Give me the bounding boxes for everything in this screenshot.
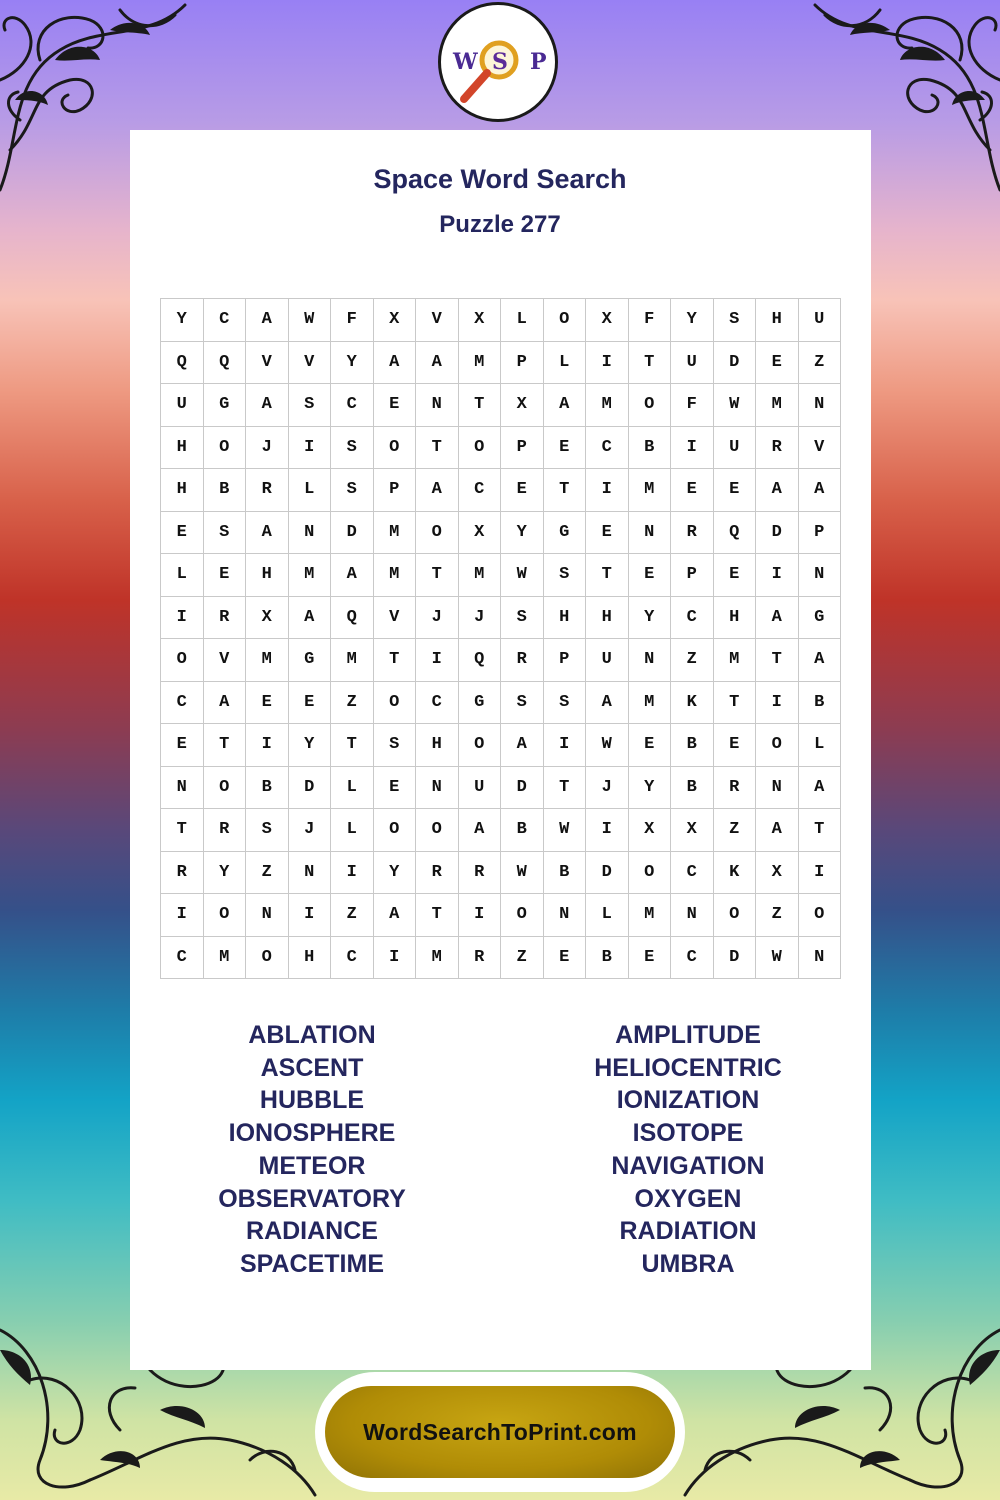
grid-cell: E [501, 469, 544, 512]
grid-cell: W [544, 809, 587, 852]
grid-cell: A [544, 384, 587, 427]
grid-cell: I [586, 809, 629, 852]
grid-cell: S [544, 554, 587, 597]
grid-cell: C [586, 427, 629, 470]
grid-cell: Y [629, 767, 672, 810]
logo-letter-s: S [492, 49, 508, 75]
grid-cell: G [799, 597, 842, 640]
grid-cell: C [671, 597, 714, 640]
grid-cell: P [501, 342, 544, 385]
grid-cell: E [714, 554, 757, 597]
grid-cell: L [799, 724, 842, 767]
letter-grid [160, 298, 841, 979]
grid-cell: C [671, 852, 714, 895]
grid-cell: Q [204, 342, 247, 385]
grid-cell: S [331, 427, 374, 470]
grid-cell: O [416, 512, 459, 555]
grid-cell: R [204, 809, 247, 852]
grid-cell: W [714, 384, 757, 427]
grid-cell: Z [799, 342, 842, 385]
grid-cell: J [586, 767, 629, 810]
grid-cell: I [586, 469, 629, 512]
grid-cell: D [289, 767, 332, 810]
grid-cell: I [459, 894, 502, 937]
grid-cell: T [416, 554, 459, 597]
grid-cell: J [459, 597, 502, 640]
grid-cell: A [416, 342, 459, 385]
grid-cell: I [799, 852, 842, 895]
grid-cell: S [289, 384, 332, 427]
grid-cell: O [204, 894, 247, 937]
grid-cell: M [289, 554, 332, 597]
word-list-item: SPACETIME [240, 1249, 384, 1278]
grid-cell: Z [331, 682, 374, 725]
grid-cell: N [756, 767, 799, 810]
grid-cell: E [161, 512, 204, 555]
grid-cell: G [289, 639, 332, 682]
grid-cell: X [459, 299, 502, 342]
grid-cell: D [714, 342, 757, 385]
grid-cell: N [416, 384, 459, 427]
grid-cell: R [459, 852, 502, 895]
grid-cell: M [459, 342, 502, 385]
grid-cell: I [671, 427, 714, 470]
grid-cell: K [671, 682, 714, 725]
grid-cell: E [586, 512, 629, 555]
grid-cell: A [756, 809, 799, 852]
grid-cell: T [714, 682, 757, 725]
grid-cell: E [714, 469, 757, 512]
grid-cell: O [374, 682, 417, 725]
grid-cell: R [459, 937, 502, 980]
grid-cell: A [459, 809, 502, 852]
grid-cell: U [459, 767, 502, 810]
word-list-item: NAVIGATION [611, 1151, 765, 1180]
grid-cell: Z [331, 894, 374, 937]
grid-cell: A [501, 724, 544, 767]
grid-cell: T [544, 767, 587, 810]
grid-cell: E [714, 724, 757, 767]
grid-cell: C [161, 937, 204, 980]
grid-cell: A [799, 469, 842, 512]
grid-cell: U [799, 299, 842, 342]
grid-cell: I [374, 937, 417, 980]
grid-cell: A [331, 554, 374, 597]
grid-cell: B [204, 469, 247, 512]
grid-cell: A [289, 597, 332, 640]
grid-cell: P [501, 427, 544, 470]
word-list-item: HELIOCENTRIC [594, 1053, 782, 1082]
word-list-item: RADIANCE [246, 1217, 378, 1246]
grid-cell: Z [756, 894, 799, 937]
grid-cell: R [416, 852, 459, 895]
grid-cell: O [629, 384, 672, 427]
grid-cell: V [799, 427, 842, 470]
grid-cell: T [459, 384, 502, 427]
grid-cell: X [501, 384, 544, 427]
grid-cell: W [501, 852, 544, 895]
grid-cell: E [161, 724, 204, 767]
grid-cell: G [544, 512, 587, 555]
grid-cell: Y [289, 724, 332, 767]
grid-cell: X [671, 809, 714, 852]
grid-cell: U [714, 427, 757, 470]
grid-cell: Y [501, 512, 544, 555]
grid-cell: F [671, 384, 714, 427]
grid-cell: S [374, 724, 417, 767]
grid-cell: U [161, 384, 204, 427]
word-list-item: OBSERVATORY [218, 1184, 406, 1213]
grid-cell: M [374, 512, 417, 555]
grid-cell: E [629, 937, 672, 980]
grid-cell: B [501, 809, 544, 852]
grid-cell: B [246, 767, 289, 810]
logo-letter-w: W [453, 49, 478, 75]
grid-cell: X [586, 299, 629, 342]
grid-cell: H [289, 937, 332, 980]
grid-cell: Q [459, 639, 502, 682]
grid-cell: C [416, 682, 459, 725]
word-list-item: ISOTOPE [632, 1119, 744, 1148]
grid-cell: P [544, 639, 587, 682]
grid-cell: A [586, 682, 629, 725]
grid-cell: O [501, 894, 544, 937]
grid-cell: V [374, 597, 417, 640]
grid-cell: P [374, 469, 417, 512]
grid-cell: U [671, 342, 714, 385]
grid-cell: D [501, 767, 544, 810]
grid-cell: I [586, 342, 629, 385]
grid-cell: K [714, 852, 757, 895]
grid-cell: V [289, 342, 332, 385]
grid-cell: H [586, 597, 629, 640]
grid-cell: I [544, 724, 587, 767]
grid-cell: H [161, 469, 204, 512]
grid-cell: A [204, 682, 247, 725]
grid-cell: N [799, 384, 842, 427]
grid-cell: I [161, 597, 204, 640]
grid-cell: O [459, 427, 502, 470]
grid-cell: T [374, 639, 417, 682]
grid-cell: C [204, 299, 247, 342]
word-list-right [488, 1019, 888, 1281]
grid-cell: T [544, 469, 587, 512]
grid-cell: E [671, 469, 714, 512]
grid-cell: W [289, 299, 332, 342]
grid-cell: O [714, 894, 757, 937]
grid-cell: S [246, 809, 289, 852]
grid-cell: N [671, 894, 714, 937]
grid-cell: J [246, 427, 289, 470]
grid-cell: N [629, 639, 672, 682]
grid-cell: E [204, 554, 247, 597]
grid-cell: V [246, 342, 289, 385]
grid-cell: Y [161, 299, 204, 342]
word-list-item: HUBBLE [259, 1086, 365, 1115]
grid-cell: N [161, 767, 204, 810]
grid-cell: T [204, 724, 247, 767]
grid-cell: Y [374, 852, 417, 895]
grid-cell: I [289, 894, 332, 937]
grid-cell: X [374, 299, 417, 342]
grid-cell: I [331, 852, 374, 895]
grid-cell: N [246, 894, 289, 937]
word-list-item: RADIATION [619, 1217, 757, 1246]
wsp-logo [438, 2, 558, 122]
grid-cell: V [416, 299, 459, 342]
grid-cell: O [161, 639, 204, 682]
grid-cell: L [501, 299, 544, 342]
grid-cell: O [629, 852, 672, 895]
grid-cell: B [799, 682, 842, 725]
grid-cell: Y [331, 342, 374, 385]
grid-cell: I [416, 639, 459, 682]
grid-cell: D [714, 937, 757, 980]
grid-cell: S [501, 682, 544, 725]
grid-cell: E [246, 682, 289, 725]
word-list-item: METEOR [258, 1151, 366, 1180]
grid-cell: D [331, 512, 374, 555]
grid-cell: N [799, 937, 842, 980]
grid-cell: C [331, 937, 374, 980]
grid-cell: T [629, 342, 672, 385]
grid-cell: R [756, 427, 799, 470]
grid-cell: W [756, 937, 799, 980]
grid-cell: N [544, 894, 587, 937]
grid-cell: A [416, 469, 459, 512]
grid-cell: T [416, 427, 459, 470]
grid-cell: M [331, 639, 374, 682]
grid-cell: X [756, 852, 799, 895]
word-list-item: AMPLITUDE [615, 1021, 761, 1049]
grid-cell: B [671, 724, 714, 767]
grid-cell: Y [671, 299, 714, 342]
logo-letter-p: P [530, 49, 547, 75]
grid-cell: Z [501, 937, 544, 980]
grid-cell: G [204, 384, 247, 427]
grid-cell: T [416, 894, 459, 937]
word-list-item: UMBRA [641, 1249, 735, 1278]
grid-cell: A [799, 639, 842, 682]
grid-cell: L [331, 767, 374, 810]
grid-cell: N [289, 512, 332, 555]
grid-cell: C [331, 384, 374, 427]
grid-cell: I [289, 427, 332, 470]
grid-cell: L [586, 894, 629, 937]
grid-cell: M [629, 469, 672, 512]
grid-cell: O [459, 724, 502, 767]
grid-cell: W [501, 554, 544, 597]
grid-cell: B [586, 937, 629, 980]
grid-cell: E [629, 554, 672, 597]
grid-cell: E [756, 342, 799, 385]
grid-cell: B [544, 852, 587, 895]
grid-cell: X [246, 597, 289, 640]
grid-cell: E [629, 724, 672, 767]
grid-cell: R [161, 852, 204, 895]
grid-cell: S [714, 299, 757, 342]
grid-cell: Z [246, 852, 289, 895]
grid-cell: P [671, 554, 714, 597]
word-list-item: IONIZATION [616, 1086, 760, 1115]
grid-cell: L [331, 809, 374, 852]
grid-cell: O [799, 894, 842, 937]
grid-cell: C [161, 682, 204, 725]
site-link-button[interactable]: WordSearchToPrint.com [325, 1386, 675, 1478]
word-list-item: ABLATION [248, 1021, 376, 1049]
grid-cell: S [204, 512, 247, 555]
grid-cell: Q [331, 597, 374, 640]
grid-cell: B [629, 427, 672, 470]
grid-cell: A [246, 299, 289, 342]
grid-cell: H [756, 299, 799, 342]
grid-cell: D [586, 852, 629, 895]
grid-cell: H [714, 597, 757, 640]
grid-cell: R [246, 469, 289, 512]
grid-cell: A [374, 342, 417, 385]
grid-cell: Z [714, 809, 757, 852]
grid-cell: N [629, 512, 672, 555]
word-list-item: ASCENT [260, 1053, 364, 1082]
grid-cell: C [671, 937, 714, 980]
grid-cell: X [629, 809, 672, 852]
grid-cell: N [799, 554, 842, 597]
grid-cell: H [246, 554, 289, 597]
grid-cell: Y [629, 597, 672, 640]
grid-cell: B [671, 767, 714, 810]
grid-cell: R [501, 639, 544, 682]
word-list-item: IONOSPHERE [228, 1119, 396, 1148]
grid-cell: N [289, 852, 332, 895]
grid-cell: Q [714, 512, 757, 555]
grid-cell: M [629, 894, 672, 937]
grid-cell: M [629, 682, 672, 725]
grid-cell: C [459, 469, 502, 512]
word-list-left [112, 1019, 512, 1281]
grid-cell: R [671, 512, 714, 555]
grid-cell: M [756, 384, 799, 427]
grid-cell: M [459, 554, 502, 597]
grid-cell: E [544, 427, 587, 470]
grid-cell: O [204, 767, 247, 810]
grid-cell: M [714, 639, 757, 682]
grid-cell: O [246, 937, 289, 980]
grid-cell: E [289, 682, 332, 725]
puzzle-number: Puzzle 277 [439, 211, 561, 238]
grid-cell: T [756, 639, 799, 682]
grid-cell: N [416, 767, 459, 810]
grid-cell: R [204, 597, 247, 640]
grid-cell: I [756, 682, 799, 725]
grid-cell: I [246, 724, 289, 767]
grid-cell: H [161, 427, 204, 470]
grid-cell: M [586, 384, 629, 427]
grid-cell: T [161, 809, 204, 852]
grid-cell: Z [671, 639, 714, 682]
grid-cell: F [331, 299, 374, 342]
page-title: Space Word Search [373, 164, 627, 194]
grid-cell: I [161, 894, 204, 937]
grid-cell: U [586, 639, 629, 682]
grid-cell: E [544, 937, 587, 980]
grid-cell: L [544, 342, 587, 385]
grid-cell: M [416, 937, 459, 980]
grid-cell: E [374, 767, 417, 810]
grid-cell: O [544, 299, 587, 342]
grid-cell: O [204, 427, 247, 470]
grid-cell: O [756, 724, 799, 767]
grid-cell: J [416, 597, 459, 640]
grid-cell: E [374, 384, 417, 427]
grid-cell: M [246, 639, 289, 682]
grid-cell: V [204, 639, 247, 682]
grid-cell: P [799, 512, 842, 555]
grid-cell: G [459, 682, 502, 725]
grid-cell: R [714, 767, 757, 810]
grid-cell: T [331, 724, 374, 767]
grid-cell: I [756, 554, 799, 597]
grid-cell: T [586, 554, 629, 597]
grid-cell: A [246, 384, 289, 427]
grid-cell: S [501, 597, 544, 640]
grid-cell: L [289, 469, 332, 512]
grid-cell: X [459, 512, 502, 555]
grid-cell: A [799, 767, 842, 810]
grid-cell: A [246, 512, 289, 555]
grid-cell: S [331, 469, 374, 512]
grid-cell: M [374, 554, 417, 597]
grid-cell: Y [204, 852, 247, 895]
grid-cell: A [756, 469, 799, 512]
grid-cell: A [374, 894, 417, 937]
word-list-item: OXYGEN [634, 1184, 742, 1213]
grid-cell: W [586, 724, 629, 767]
grid-cell: D [756, 512, 799, 555]
grid-cell: L [161, 554, 204, 597]
grid-cell: H [544, 597, 587, 640]
grid-cell: S [544, 682, 587, 725]
grid-cell: F [629, 299, 672, 342]
grid-cell: M [204, 937, 247, 980]
grid-cell: O [374, 809, 417, 852]
grid-cell: T [799, 809, 842, 852]
grid-cell: O [374, 427, 417, 470]
grid-cell: O [416, 809, 459, 852]
grid-cell: H [416, 724, 459, 767]
grid-cell: Q [161, 342, 204, 385]
grid-cell: J [289, 809, 332, 852]
grid-cell: A [756, 597, 799, 640]
